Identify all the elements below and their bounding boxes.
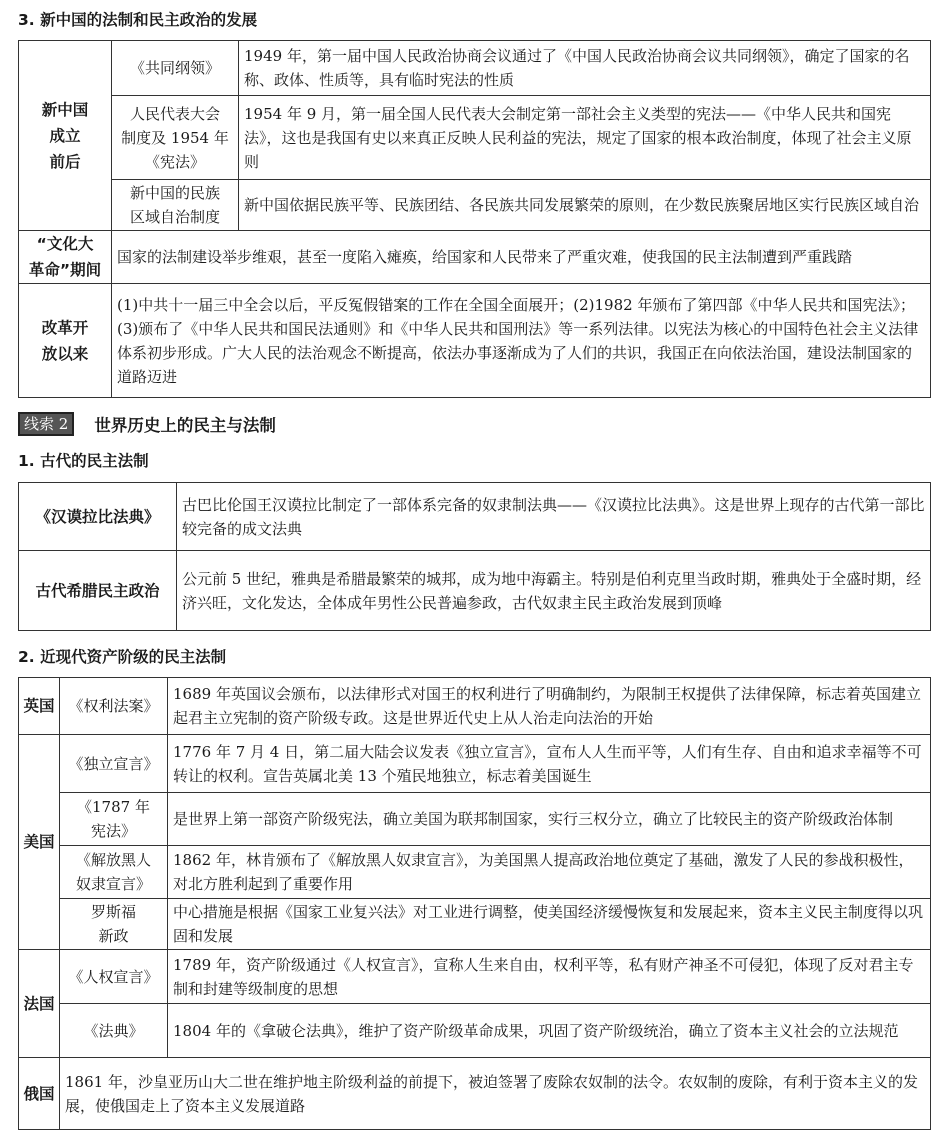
ancient-law-table bbox=[18, 482, 931, 631]
new-china-law-table bbox=[18, 40, 931, 398]
table-row bbox=[19, 899, 931, 950]
item-text: 国家的法制建设举步维艰，甚至一度陷入瘫痪，给国家和人民带来了严重灾难，使我国的民主法制遭到严重践踏 bbox=[112, 231, 931, 284]
item-label: 《解放黑人 奴隶宣言》 bbox=[60, 846, 168, 899]
item-text: 古巴比伦国王汉谟拉比制定了一部体系完备的奴隶制法典——《汉谟拉比法典》。这是世界上现存的古代第一部比较完备的成文法典 bbox=[177, 483, 931, 551]
table-row bbox=[19, 678, 931, 735]
table-row bbox=[19, 483, 931, 551]
item-text: 1861 年，沙皇亚历山大二世在维护地主阶级利益的前提下，被迫签署了废除农奴制的法令。农奴制的废除，有利于资本主义的发展，使俄国走上了资本主义发展道路 bbox=[60, 1058, 931, 1130]
item-text: 1689 年英国议会颁布，以法律形式对国王的权利进行了明确制约，为限制王权提供了法律保障，标志着英国建立起君主立宪制的资产阶级专政。这是世界近代史上从人治走向法治的开始 bbox=[168, 678, 931, 735]
item-label: 《权利法案》 bbox=[60, 678, 168, 735]
section-heading: 3. 新中国的法制和民主政治的发展 bbox=[18, 11, 258, 29]
period-cell: 新中国 成立 前后 bbox=[19, 41, 112, 231]
period-cell: “文化大 革命”期间 bbox=[19, 231, 112, 284]
item-label: 《法典》 bbox=[60, 1004, 168, 1058]
item-text: 1954 年 9 月，第一届全国人民代表大会制定第一部社会主义类型的宪法——《中华人民共和国宪法》，这也是我国有史以来真正反映人民利益的宪法，规定了国家的根本政治制度，体现了社会主义原则 bbox=[239, 96, 931, 180]
item-label: 《人权宣言》 bbox=[60, 950, 168, 1004]
table-row bbox=[19, 1004, 931, 1058]
item-label: 《汉谟拉比法典》 bbox=[19, 483, 177, 551]
table-row bbox=[19, 1058, 931, 1130]
item-text: 1776 年 7 月 4 日，第二届大陆会议发表《独立宣言》，宣布人人生而平等，人们有生存、自由和追求幸福等不可转让的权利。宣告英属北美 13 个殖民地独立，标志着美国诞生 bbox=[168, 735, 931, 793]
item-label: 新中国的民族 区域自治制度 bbox=[112, 180, 239, 231]
item-text: 是世界上第一部资产阶级宪法，确立美国为联邦制国家，实行三权分立，确立了比较民主的资产阶级政治体制 bbox=[168, 793, 931, 846]
country-cell: 英国 bbox=[19, 678, 60, 735]
item-label: 罗斯福 新政 bbox=[60, 899, 168, 950]
item-text: 1804 年的《拿破仑法典》，维护了资产阶级革命成果，巩固了资产阶级统治，确立了资本主义社会的立法规范 bbox=[168, 1004, 931, 1058]
section-heading: 2. 近现代资产阶级的民主法制 bbox=[18, 648, 227, 666]
clue-badge: 线索 2 bbox=[18, 412, 74, 436]
clue-title: 世界历史上的民主与法制 bbox=[94, 416, 276, 435]
item-text: 1789 年，资产阶级通过《人权宣言》，宣称人生来自由，权利平等，私有财产神圣不可侵犯，体现了反对君主专制和封建等级制度的思想 bbox=[168, 950, 931, 1004]
item-label: 古代希腊民主政治 bbox=[19, 551, 177, 631]
clue-header bbox=[18, 412, 276, 436]
modern-law-table bbox=[18, 677, 931, 1130]
table-row bbox=[19, 950, 931, 1004]
table-row bbox=[19, 180, 931, 231]
table-row bbox=[19, 846, 931, 899]
country-cell: 美国 bbox=[19, 735, 60, 950]
item-text: 1862 年，林肯颁布了《解放黑人奴隶宣言》，为美国黑人提高政治地位奠定了基础，激发了人民的参战积极性，对北方胜利起到了重要作用 bbox=[168, 846, 931, 899]
item-label: 《共同纲领》 bbox=[112, 41, 239, 96]
item-label: 人民代表大会 制度及 1954 年 《宪法》 bbox=[112, 96, 239, 180]
table-row bbox=[19, 41, 931, 96]
item-label: 《独立宣言》 bbox=[60, 735, 168, 793]
table-row bbox=[19, 735, 931, 793]
item-text: 公元前 5 世纪，雅典是希腊最繁荣的城邦，成为地中海霸主。特别是伯利克里当政时期，雅典处于全盛时期，经济兴旺，文化发达，全体成年男性公民普遍参政，古代奴隶主民主政治发展到顶峰 bbox=[177, 551, 931, 631]
table-row bbox=[19, 793, 931, 846]
period-cell: 改革开 放以来 bbox=[19, 284, 112, 398]
item-label: 《1787 年 宪法》 bbox=[60, 793, 168, 846]
table-row bbox=[19, 284, 931, 398]
section-heading: 1. 古代的民主法制 bbox=[18, 452, 149, 470]
item-text: 中心措施是根据《国家工业复兴法》对工业进行调整，使美国经济缓慢恢复和发展起来，资本主义民主制度得以巩固和发展 bbox=[168, 899, 931, 950]
item-text: 新中国依据民族平等、民族团结、各民族共同发展繁荣的原则，在少数民族聚居地区实行民族区域自治 bbox=[239, 180, 931, 231]
item-text: (1)中共十一届三中全会以后，平反冤假错案的工作在全国全面展开；(2)1982 年颁布了第四部《中华人民共和国宪法》；(3)颁布了《中华人民共和国民法通则》和《中华人民共和国刑法》等一系列法律。以宪法为核心的中国特色社会主义法律体系初步形成。广大人民的法治观念不断提高，依法办事逐渐成为了人们的共识，我国正在向依法治国，建设法制国家的道路迈进 bbox=[112, 284, 931, 398]
table-row bbox=[19, 551, 931, 631]
country-cell: 俄国 bbox=[19, 1058, 60, 1130]
item-text: 1949 年，第一届中国人民政治协商会议通过了《中国人民政治协商会议共同纲领》，确定了国家的名称、政体、性质等，具有临时宪法的性质 bbox=[239, 41, 931, 96]
table-row bbox=[19, 96, 931, 180]
table-row bbox=[19, 231, 931, 284]
country-cell: 法国 bbox=[19, 950, 60, 1058]
